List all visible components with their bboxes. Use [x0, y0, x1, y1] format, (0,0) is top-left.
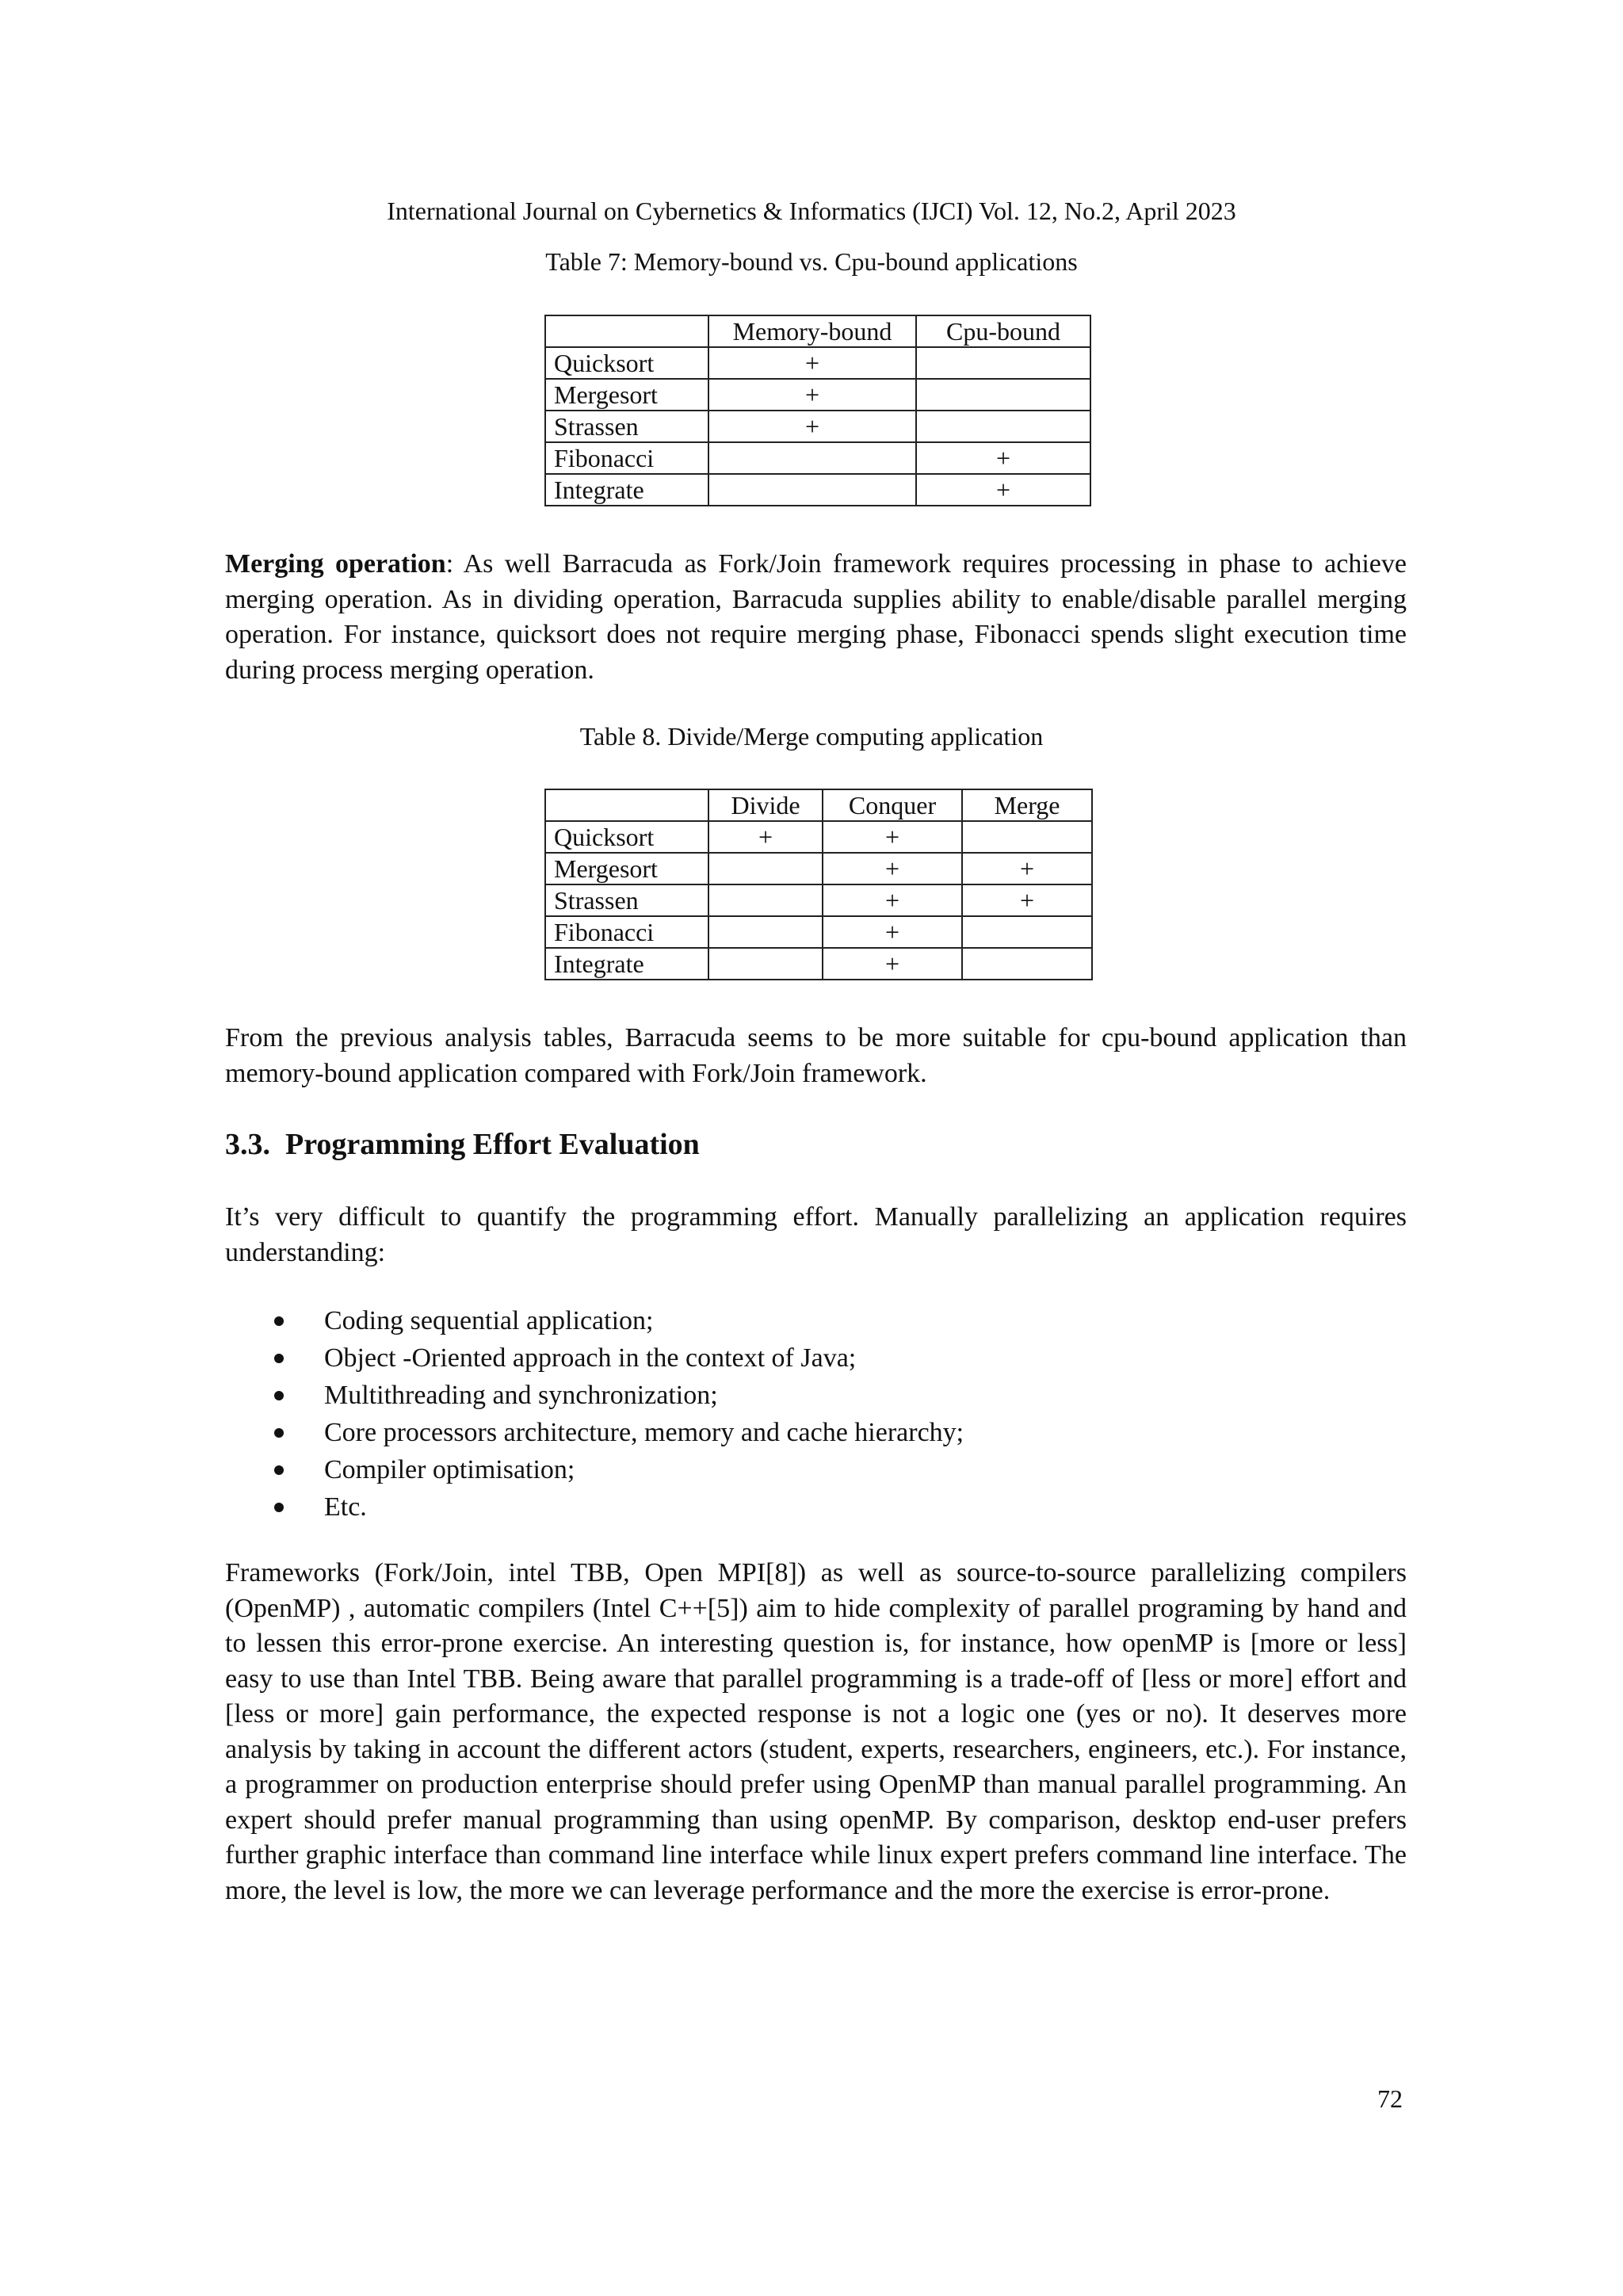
- list-item-text: Coding sequential application;: [324, 1306, 654, 1335]
- list-item: [225, 1339, 1407, 1377]
- table-cell: Mergesort: [545, 379, 708, 411]
- table-cell: +: [823, 948, 962, 980]
- table-cell: [962, 821, 1092, 853]
- bullet-icon: [274, 1503, 284, 1512]
- table-cell: Mergesort: [545, 853, 708, 884]
- list-item-text: Core processors architecture, memory and cache hierarchy;: [324, 1418, 964, 1447]
- table-cell: Quicksort: [545, 347, 708, 379]
- section-heading: [225, 1127, 700, 1162]
- table-cell: [708, 442, 916, 474]
- table-cell: Fibonacci: [545, 916, 708, 948]
- list-item: [225, 1414, 1407, 1451]
- table-header-cell: [545, 315, 708, 347]
- table-cell: [708, 884, 823, 916]
- table-row: [545, 379, 1090, 411]
- section-title: Programming Effort Evaluation: [285, 1128, 700, 1161]
- table-cell: +: [708, 821, 823, 853]
- table-row: [545, 948, 1092, 980]
- table-cell: +: [962, 853, 1092, 884]
- table-cell: [708, 948, 823, 980]
- table-cell: +: [916, 442, 1090, 474]
- merging-term: Merging operation: [225, 549, 446, 579]
- list-item-text: Multithreading and synchronization;: [324, 1381, 718, 1410]
- table-cell: Fibonacci: [545, 442, 708, 474]
- table-cell: +: [823, 884, 962, 916]
- table-cell: [916, 411, 1090, 442]
- requirements-list: [225, 1302, 1407, 1526]
- table-header-cell: [545, 789, 708, 821]
- page-number: 72: [1377, 2084, 1403, 2113]
- merging-text: : As well Barracuda as Fork/Join framework requires processing in phase to achieve merging operation. As in dividing operation, Barracuda supplies ability to enable/disable parallel merging operation. For instance, quicksort does not require merging phase, Fibonacci spends slight execution time during process merging operation.: [225, 549, 1407, 685]
- table-cell: [916, 379, 1090, 411]
- list-item-text: Object -Oriented approach in the context of Java;: [324, 1343, 857, 1373]
- table-row: [545, 411, 1090, 442]
- bullet-icon: [274, 1354, 284, 1363]
- table-header-cell: Conquer: [823, 789, 962, 821]
- table-cell: Strassen: [545, 884, 708, 916]
- table-row: [545, 474, 1090, 506]
- list-item: [225, 1488, 1407, 1526]
- list-item: [225, 1302, 1407, 1339]
- table-header-cell: Divide: [708, 789, 823, 821]
- table-cell: +: [916, 474, 1090, 506]
- table-cell: [962, 916, 1092, 948]
- bullet-icon: [274, 1391, 284, 1400]
- list-item-text: Etc.: [324, 1492, 367, 1522]
- bullet-icon: [274, 1428, 284, 1438]
- table-cell: +: [823, 853, 962, 884]
- table-row: [545, 347, 1090, 379]
- table-cell: +: [708, 379, 916, 411]
- table-cell: Strassen: [545, 411, 708, 442]
- table-cell: +: [708, 347, 916, 379]
- table-cell: [962, 948, 1092, 980]
- table-row: [545, 442, 1090, 474]
- list-item: [225, 1377, 1407, 1414]
- table-cell: +: [823, 916, 962, 948]
- effort-paragraph: It’s very difficult to quantify the programming effort. Manually parallelizing an application requires understanding:: [225, 1202, 1407, 1267]
- bullet-icon: [274, 1316, 284, 1326]
- table-cell: +: [708, 411, 916, 442]
- table-cell: [708, 853, 823, 884]
- table-cell: Integrate: [545, 474, 708, 506]
- table-cell: [708, 916, 823, 948]
- table7: [544, 315, 1091, 506]
- table8: [544, 789, 1093, 980]
- table-row: [545, 853, 1092, 884]
- section-number: 3.3.: [225, 1128, 270, 1161]
- list-item: [225, 1451, 1407, 1488]
- table7-caption: Table 7: Memory-bound vs. Cpu-bound applications: [545, 247, 1078, 276]
- table-row: [545, 884, 1092, 916]
- table-header-cell: Cpu-bound: [916, 315, 1090, 347]
- table-row: [545, 916, 1092, 948]
- table-row: [545, 821, 1092, 853]
- journal-header: International Journal on Cybernetics & Informatics (IJCI) Vol. 12, No.2, April 2023: [387, 197, 1236, 225]
- frameworks-paragraph: Frameworks (Fork/Join, intel TBB, Open MPI[8]) as well as source-to-source parallelizing compilers (OpenMP) , automatic compilers (Intel C++[5]) aim to hide complexity of parallel programing by hand and to lessen this error-prone exercise. An interesting question is, for instance, how openMP is [more or less] easy to use than Intel TBB. Being aware that parallel programming is a trade-off of [less or more] effort and [less or more] gain performance, the expected response is not a logic one (yes or no). It deserves more analysis by taking in account the different actors (student, experts, researchers, engineers, etc.). For instance, a programmer on production enterprise should prefer using OpenMP than manual parallel programming. An expert should prefer manual programming than using openMP. By comparison, desktop end-user prefers further graphic interface than command line interface while linux expert prefers command line interface. The more, the level is low, the more we can leverage performance and the more the exercise is error-prone.: [225, 1558, 1407, 1905]
- table-cell: Quicksort: [545, 821, 708, 853]
- table-header-cell: Merge: [962, 789, 1092, 821]
- table-header-row: [545, 789, 1092, 821]
- table-cell: [708, 474, 916, 506]
- table-cell: [916, 347, 1090, 379]
- table-cell: Integrate: [545, 948, 708, 980]
- table-cell: +: [962, 884, 1092, 916]
- list-item-text: Compiler optimisation;: [324, 1455, 575, 1484]
- analysis-paragraph: From the previous analysis tables, Barracuda seems to be more suitable for cpu-bound application than memory-bound application compared with Fork/Join framework.: [225, 1023, 1407, 1088]
- merging-paragraph: [225, 547, 1407, 688]
- bullet-icon: [274, 1465, 284, 1475]
- table-header-row: [545, 315, 1090, 347]
- table8-caption: Table 8. Divide/Merge computing application: [579, 722, 1044, 751]
- table-cell: +: [823, 821, 962, 853]
- table-header-cell: Memory-bound: [708, 315, 916, 347]
